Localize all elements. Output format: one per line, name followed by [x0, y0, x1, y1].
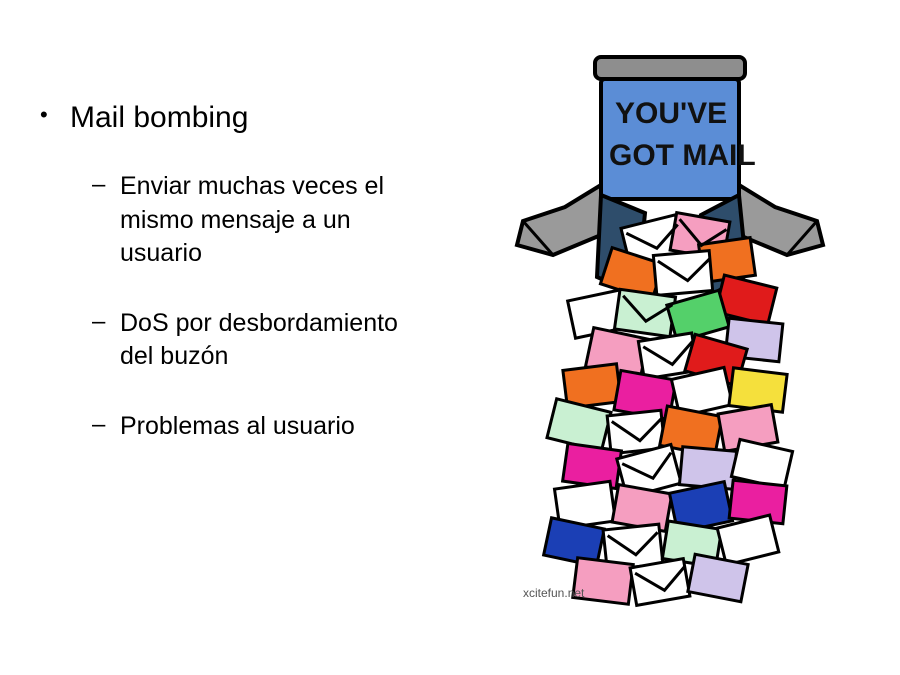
list-item [40, 307, 470, 374]
left-arm-icon [517, 185, 601, 255]
bullet-marker-icon: • [40, 102, 48, 127]
dash-marker-icon: – [92, 307, 106, 335]
list-item [40, 170, 470, 271]
bullet-text: Problemas al usuario [120, 411, 355, 440]
list-item [40, 410, 470, 444]
mailbox-illustration [505, 45, 855, 625]
dash-marker-icon: – [92, 171, 106, 198]
mailbox-sign-icon [595, 57, 756, 199]
credit-text: xcitefun.net [523, 586, 585, 600]
list-item [40, 100, 470, 136]
sign-line-2: GOT MAIL [609, 139, 756, 172]
bullet-text: DoS por desbordamiento del buzón [120, 308, 398, 370]
bullet-list [40, 100, 470, 479]
dash-marker-icon: – [92, 410, 106, 438]
bullet-text: Enviar muchas veces el mismo mensaje a un usuario [120, 172, 385, 267]
bullet-text: Mail bombing [70, 101, 249, 134]
sign-line-1: YOU'VE [615, 97, 728, 130]
mail-pile-icon [544, 195, 793, 605]
